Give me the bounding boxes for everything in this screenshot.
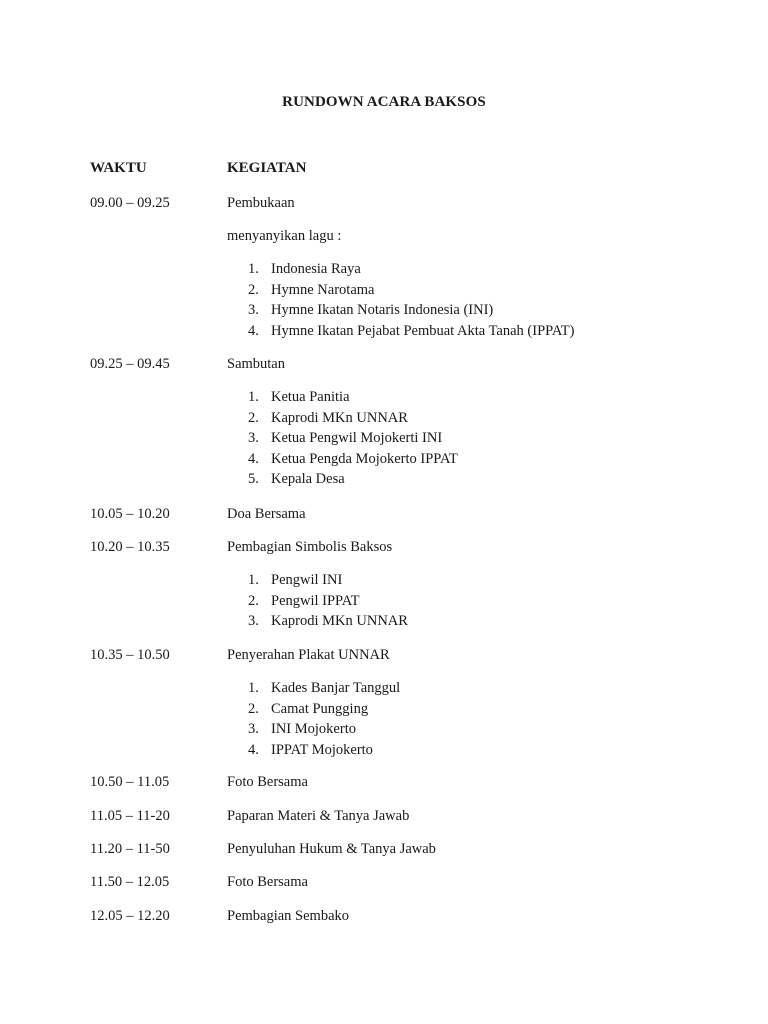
list-number: 4.	[248, 741, 259, 758]
row-activity: Pembukaan	[227, 195, 295, 211]
list-item	[0, 572, 768, 593]
list-item	[0, 261, 768, 282]
list-number: 2.	[248, 409, 259, 426]
list-item	[0, 323, 768, 344]
list-item	[0, 471, 768, 492]
list-text: Kaprodi MKn UNNAR	[271, 409, 408, 426]
schedule-row	[0, 647, 768, 667]
list-text: Ketua Panitia	[271, 389, 350, 405]
row-time: 10.35 – 10.50	[90, 647, 170, 663]
list-number: 2.	[248, 700, 259, 717]
list-item	[0, 680, 768, 701]
header-waktu: WAKTU	[90, 160, 147, 176]
list-text: Kaprodi MKn UNNAR	[271, 613, 408, 630]
list-text: Hymne Ikatan Notaris Indonesia (INI)	[271, 302, 494, 319]
list-text: Indonesia Raya	[271, 261, 361, 277]
row-time: 10.50 – 11.05	[90, 774, 170, 790]
list-number: 3.	[248, 613, 259, 630]
list-number: 1.	[248, 389, 259, 405]
list-number: 5.	[248, 471, 259, 488]
list-item	[0, 593, 768, 614]
schedule-row	[0, 841, 768, 861]
list-item	[0, 430, 768, 451]
list-text: Kades Banjar Tanggul	[271, 680, 401, 696]
schedule-row	[0, 228, 768, 248]
list-number: 1.	[248, 261, 259, 277]
list-item	[0, 282, 768, 303]
row-activity: menyanyikan lagu :	[227, 228, 342, 244]
schedule-row	[0, 908, 768, 928]
row-activity: Pembagian Simbolis Baksos	[227, 539, 393, 555]
list-text: Hymne Ikatan Pejabat Pembuat Akta Tanah (IPPAT)	[271, 322, 575, 339]
row-time: 09.00 – 09.25	[90, 195, 170, 211]
list-item	[0, 742, 768, 763]
schedule-row	[0, 539, 768, 559]
list-text: Camat Pungging	[271, 700, 369, 717]
list-item	[0, 302, 768, 323]
schedule-row	[0, 808, 768, 828]
list-number: 1.	[248, 680, 259, 696]
row-activity: Pembagian Sembako	[227, 908, 350, 924]
schedule-row	[0, 774, 768, 794]
list-text: Pengwil IPPAT	[271, 592, 360, 609]
row-time: 12.05 – 12.20	[90, 908, 170, 924]
list-text: Ketua Pengda Mojokerto IPPAT	[271, 450, 458, 467]
schedule-row	[0, 195, 768, 215]
list-text: Pengwil INI	[271, 572, 343, 588]
list-number: 2.	[248, 592, 259, 609]
header-kegiatan: KEGIATAN	[227, 160, 307, 176]
row-activity: Paparan Materi & Tanya Jawab	[227, 808, 410, 824]
list-text: IPPAT Mojokerto	[271, 741, 373, 758]
list-item	[0, 701, 768, 722]
list-item	[0, 721, 768, 742]
list-text: Kepala Desa	[271, 471, 345, 488]
numbered-list-plaque	[0, 680, 768, 762]
schedule-row	[0, 874, 768, 894]
list-text: INI Mojokerto	[271, 721, 356, 738]
list-item	[0, 389, 768, 410]
numbered-list-songs	[0, 261, 768, 343]
row-activity: Foto Bersama	[227, 874, 308, 890]
list-number: 2.	[248, 281, 259, 298]
list-item	[0, 613, 768, 634]
row-time: 11.20 – 11-50	[90, 841, 170, 857]
list-item	[0, 410, 768, 431]
row-activity: Doa Bersama	[227, 506, 306, 522]
row-time: 09.25 – 09.45	[90, 356, 170, 372]
row-time: 11.50 – 12.05	[90, 874, 170, 890]
row-activity: Sambutan	[227, 356, 285, 372]
row-time: 10.20 – 10.35	[90, 539, 170, 555]
row-activity: Foto Bersama	[227, 774, 308, 790]
numbered-list-distribution	[0, 572, 768, 634]
schedule-row	[0, 356, 768, 376]
schedule-row	[0, 506, 768, 526]
list-item	[0, 451, 768, 472]
list-text: Ketua Pengwil Mojokerti INI	[271, 430, 443, 447]
row-time: 11.05 – 11-20	[90, 808, 170, 824]
row-time: 10.05 – 10.20	[90, 506, 170, 522]
row-activity: Penyuluhan Hukum & Tanya Jawab	[227, 841, 436, 857]
row-activity: Penyerahan Plakat UNNAR	[227, 647, 390, 663]
list-number: 4.	[248, 450, 259, 467]
list-number: 1.	[248, 572, 259, 588]
list-number: 3.	[248, 721, 259, 738]
list-number: 3.	[248, 430, 259, 447]
list-number: 4.	[248, 322, 259, 339]
document-title: RUNDOWN ACARA BAKSOS	[282, 94, 486, 110]
list-number: 3.	[248, 302, 259, 319]
list-text: Hymne Narotama	[271, 281, 375, 298]
numbered-list-speakers	[0, 389, 768, 492]
